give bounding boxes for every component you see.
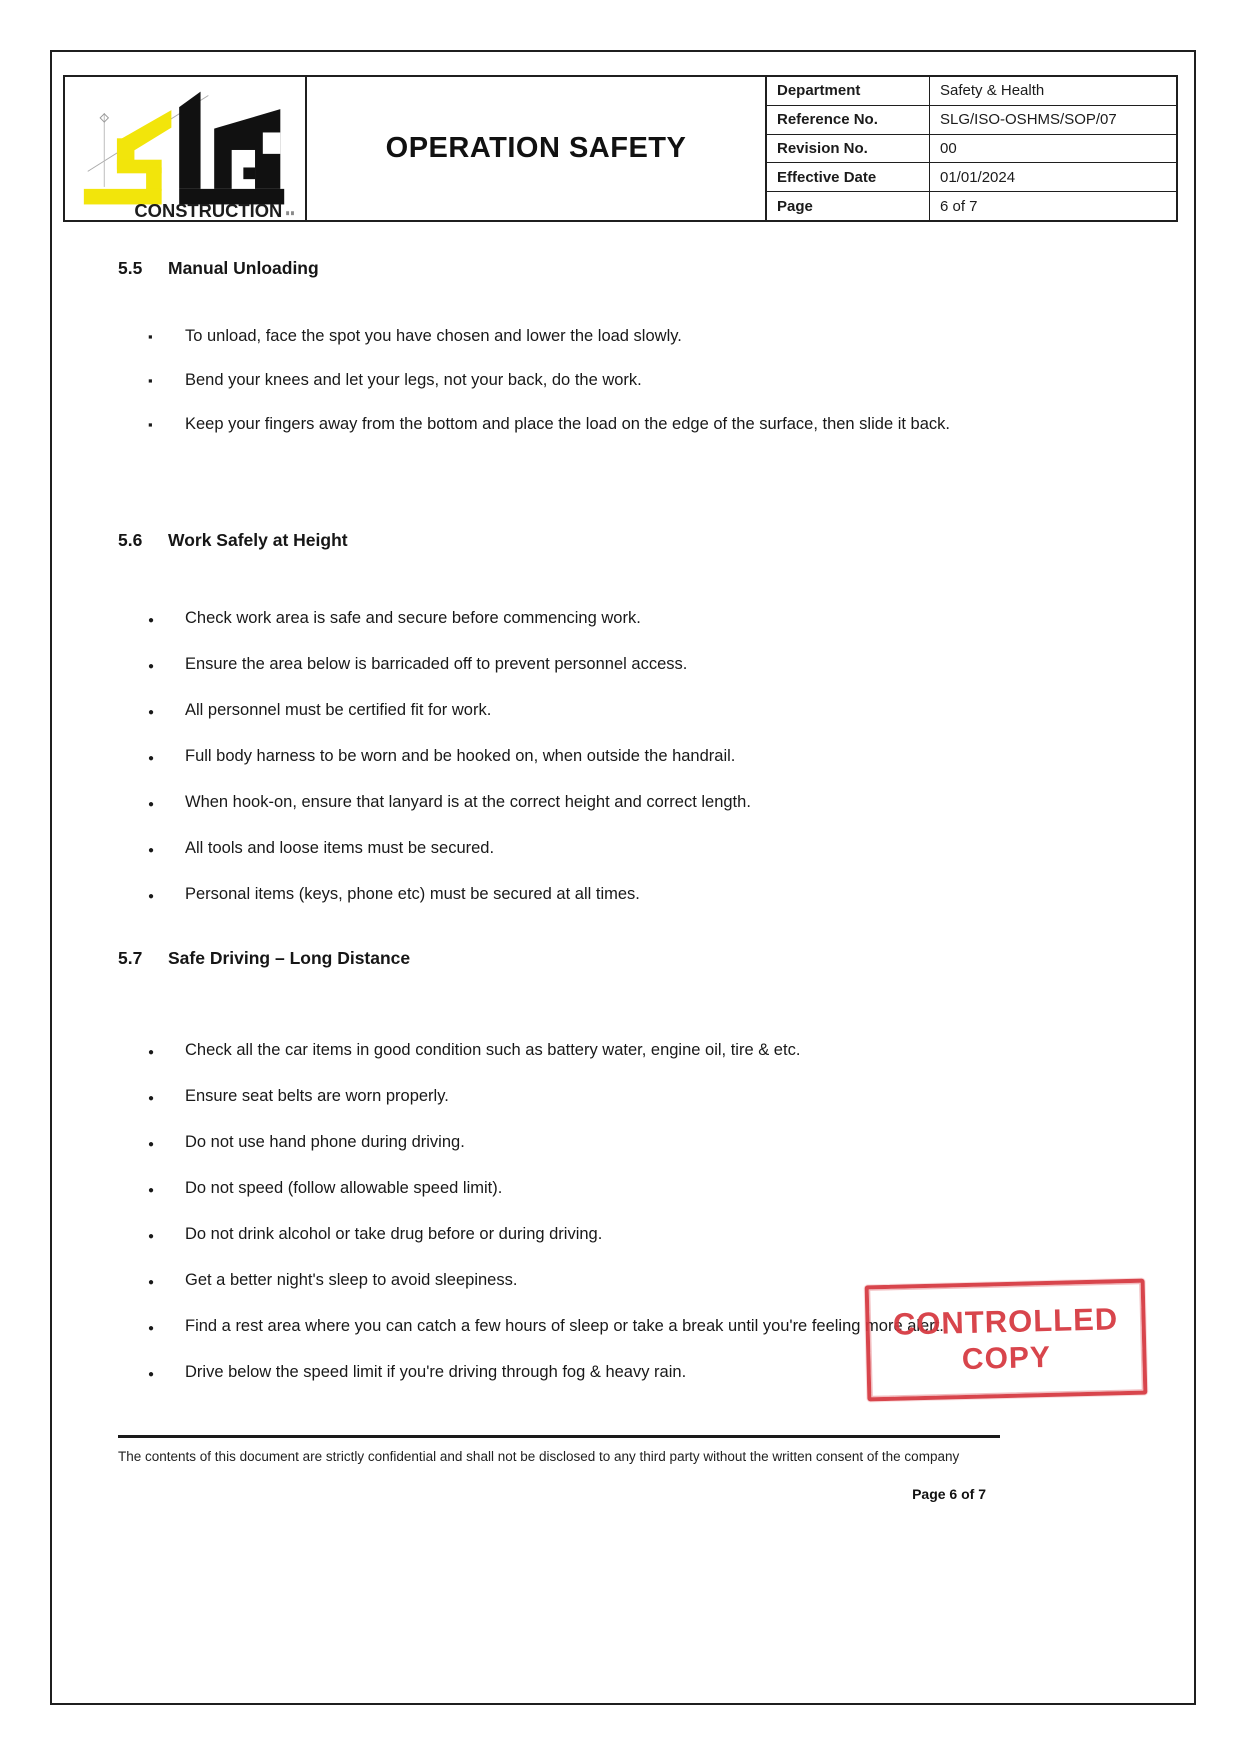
section-heading-5-5 xyxy=(118,258,319,279)
info-row xyxy=(767,192,1176,220)
info-label: Revision No. xyxy=(767,135,930,163)
stamp-line-2: COPY xyxy=(961,1340,1052,1376)
bullet-icon xyxy=(148,1216,185,1255)
list-item xyxy=(148,600,1030,639)
bullet-icon xyxy=(148,1262,185,1301)
bullet-icon xyxy=(148,646,185,685)
list-item-text: All tools and loose items must be secured. xyxy=(185,839,495,857)
list-item-text: All personnel must be certified fit for work. xyxy=(185,701,492,719)
list-item-text: Find a rest area where you can catch a few hours of sleep or take a break until you're feeling more alert. xyxy=(185,1317,944,1335)
bullet-icon xyxy=(148,1308,185,1347)
info-label: Page xyxy=(767,192,930,220)
bullet-icon xyxy=(148,1354,185,1393)
section-heading-5-7 xyxy=(118,948,410,969)
header-info-table xyxy=(767,77,1176,220)
section-title: Work Safely at Height xyxy=(168,530,348,550)
list-item-text: Do not speed (follow allowable speed limit). xyxy=(185,1179,503,1197)
list-item-text: Check all the car items in good condition such as battery water, engine oil, tire & etc. xyxy=(185,1041,801,1059)
logo-letter-s xyxy=(84,110,172,204)
bullet-icon xyxy=(148,318,185,355)
footer-divider xyxy=(118,1435,1000,1438)
section-title: Safe Driving – Long Distance xyxy=(168,948,411,968)
list-item-text: Ensure the area below is barricaded off to prevent personnel access. xyxy=(185,655,688,673)
section-number: 5.5 xyxy=(118,258,143,278)
list-item xyxy=(148,318,1030,355)
bullet-icon xyxy=(148,600,185,639)
info-row xyxy=(767,77,1176,106)
bullet-icon xyxy=(148,830,185,869)
logo-cell xyxy=(65,77,307,220)
stamp-line-1: CONTROLLED xyxy=(892,1301,1119,1343)
bullet-icon xyxy=(148,1170,185,1209)
list-item xyxy=(148,1032,1030,1071)
bullet-icon xyxy=(148,1078,185,1117)
list-item xyxy=(148,738,1030,777)
slg-construction-logo xyxy=(70,78,300,220)
bullet-icon xyxy=(148,362,185,399)
bullet-icon xyxy=(148,784,185,823)
list-item-text: Ensure seat belts are worn properly. xyxy=(185,1087,449,1105)
section-heading-5-6 xyxy=(118,530,348,551)
info-value: 6 of 7 xyxy=(940,197,978,215)
list-item xyxy=(148,784,1030,823)
list-item-text: Drive below the speed limit if you're driving through fog & heavy rain. xyxy=(185,1363,687,1381)
bullet-icon xyxy=(148,692,185,731)
logo-fine-print xyxy=(286,211,294,215)
list-item-text: Full body harness to be worn and be hooked on, when outside the handrail. xyxy=(185,747,736,765)
info-value: 01/01/2024 xyxy=(940,168,1016,186)
list-item xyxy=(148,362,1030,399)
info-label: Effective Date xyxy=(767,163,930,191)
header-table xyxy=(63,75,1178,222)
bullet-icon xyxy=(148,738,185,777)
document-title: OPERATION SAFETY xyxy=(307,77,767,220)
list-item xyxy=(148,692,1030,731)
list-item xyxy=(148,830,1030,869)
info-label: Department xyxy=(767,77,930,105)
section-number: 5.7 xyxy=(118,948,143,968)
page-number: Page 6 of 7 xyxy=(912,1486,986,1502)
section-number: 5.6 xyxy=(118,530,143,550)
section-5-5-list xyxy=(148,318,1030,450)
info-value: Safety & Health xyxy=(940,82,1045,100)
section-title: Manual Unloading xyxy=(168,258,319,278)
info-row xyxy=(767,106,1176,135)
confidentiality-notice: The contents of this document are strictly confidential and shall not be disclosed to any third party without the written consent of the company xyxy=(118,1449,960,1464)
list-item xyxy=(148,1170,1030,1209)
list-item xyxy=(148,1124,1030,1163)
info-label: Reference No. xyxy=(767,106,930,134)
list-item-text: Do not drink alcohol or take drug before or during driving. xyxy=(185,1225,603,1243)
list-item xyxy=(148,1078,1030,1117)
bullet-icon xyxy=(148,876,185,915)
list-item-text: Do not use hand phone during driving. xyxy=(185,1133,465,1151)
info-value: 00 xyxy=(940,139,957,157)
list-item-text: Check work area is safe and secure before commencing work. xyxy=(185,609,641,627)
logo-letter-g xyxy=(214,109,280,189)
info-value: SLG/ISO-OSHMS/SOP/07 xyxy=(940,111,1117,129)
list-item xyxy=(148,876,1030,915)
list-item-text: Bend your knees and let your legs, not your back, do the work. xyxy=(185,371,642,389)
bullet-icon xyxy=(148,1032,185,1071)
bullet-icon xyxy=(148,1124,185,1163)
list-item-text: When hook-on, ensure that lanyard is at the correct height and correct length. xyxy=(185,793,751,811)
list-item xyxy=(148,406,1030,443)
list-item-text: Keep your fingers away from the bottom and place the load on the edge of the surface, then slide it back. xyxy=(185,415,950,433)
info-row xyxy=(767,135,1176,164)
list-item xyxy=(148,646,1030,685)
controlled-copy-stamp xyxy=(865,1279,1148,1402)
list-item-text: To unload, face the spot you have chosen and lower the load slowly. xyxy=(185,327,682,345)
list-item-text: Get a better night's sleep to avoid sleepiness. xyxy=(185,1271,518,1289)
list-item-text: Personal items (keys, phone etc) must be secured at all times. xyxy=(185,885,640,903)
bullet-icon xyxy=(148,406,185,443)
section-5-6-list xyxy=(148,600,1030,922)
list-item xyxy=(148,1216,1030,1255)
info-row xyxy=(767,163,1176,192)
logo-caption: CONSTRUCTION xyxy=(134,199,283,220)
